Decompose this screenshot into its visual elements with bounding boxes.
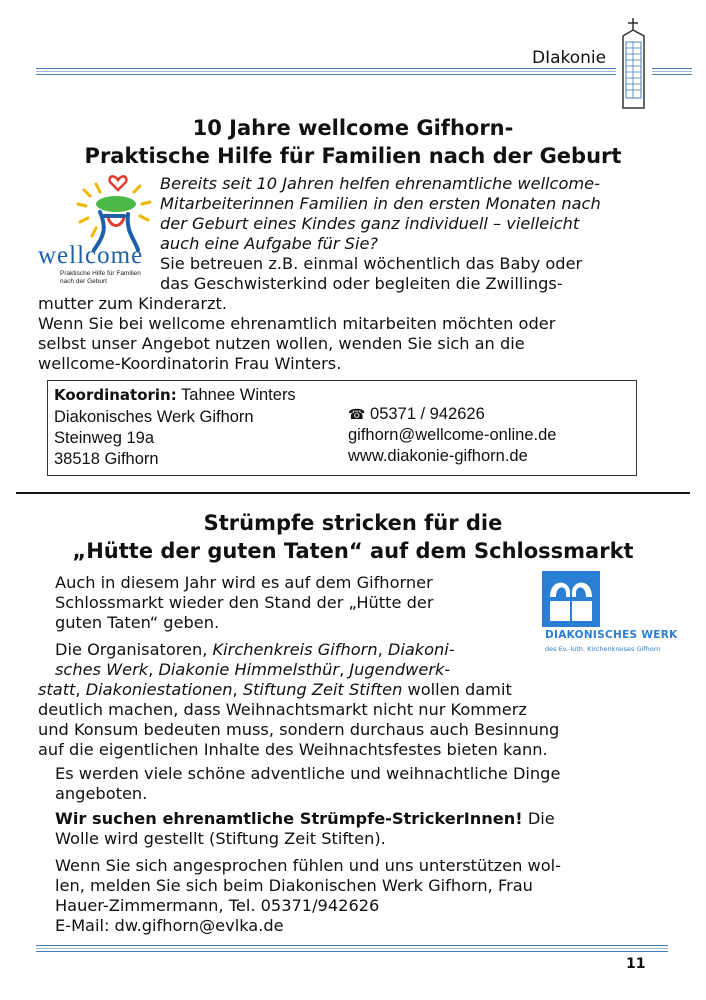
contact-phone: 05371 / 942626 — [370, 405, 485, 423]
contact-email[interactable]: gifhorn@wellcome-online.de — [348, 426, 557, 444]
text-run: Die Organisatoren, — [55, 640, 213, 659]
article2-para2-line3 — [38, 680, 695, 700]
contact-label-row — [54, 386, 296, 405]
contact-street: Steinweg 19a — [54, 429, 154, 447]
article2-para5-line: Hauer-Zimmermann, Tel. 05371/942626 — [55, 896, 380, 915]
header-rule-bottom — [36, 74, 616, 75]
article2-title-line2: „Hütte der guten Taten“ auf dem Schlossmarkt — [72, 539, 634, 563]
footer-rule-bottom — [36, 951, 668, 952]
text-run: , — [232, 680, 243, 699]
header-rule-right-bottom — [652, 74, 692, 75]
article2-para1-line: Auch in diesem Jahr wird es auf dem Gifhorner — [55, 573, 433, 592]
article2-para4-line1 — [55, 809, 695, 829]
article1-body-line: Wenn Sie bei wellcome ehrenamtlich mitarbeiten möchten oder — [38, 314, 556, 333]
contact-box — [47, 380, 637, 476]
article2-para3 — [55, 764, 695, 804]
article2-para5-line: Wenn Sie sich angesprochen fühlen und uns unterstützen wol- — [55, 856, 561, 875]
article1-body-wrap — [160, 254, 680, 294]
article2-para4-line2: Wolle wird gestellt (Stiftung Zeit Stiften). — [55, 829, 386, 848]
header-rule-top — [36, 68, 616, 69]
header-rule-right-mid — [652, 71, 692, 72]
footer-rule-top — [36, 945, 668, 946]
article2-para5-line: len, melden Sie sich beim Diakonischen Werk Gifhorn, Frau — [55, 876, 533, 895]
org-jugendwerkstatt: Jugendwerk- — [349, 660, 451, 679]
article2-para5-email[interactable]: E-Mail: dw.gifhorn@evlka.de — [55, 916, 284, 935]
contact-web[interactable]: www.diakonie-gifhorn.de — [348, 447, 528, 465]
article1-body — [38, 294, 688, 374]
section-divider — [16, 492, 690, 494]
footer-rule-mid — [36, 948, 668, 949]
contact-label: Koordinatorin: — [54, 386, 177, 404]
header-brand: DIakonie — [532, 48, 607, 68]
article1-title — [0, 114, 706, 170]
org-diakonisches-werk: Diakoni- — [387, 640, 455, 659]
text-run: wollen damit — [402, 680, 512, 699]
org-stiftung-zeit-stiften: Stiftung Zeit Stiften — [242, 680, 403, 699]
contact-name: Tahnee Winters — [181, 386, 296, 404]
article2-para1-line: guten Taten“ geben. — [55, 613, 220, 632]
article2-para3-line: Es werden viele schöne adventliche und weihnachtliche Dinge — [55, 764, 561, 783]
article1-body-line: Sie betreuen z.B. einmal wöchentlich das Baby oder — [160, 254, 583, 273]
header-rule-right-top — [652, 68, 692, 69]
article2-para2-line2 — [55, 660, 695, 680]
article2-para2-line1 — [55, 640, 695, 660]
text-run: , — [339, 660, 350, 679]
telephone-icon: ☎ — [348, 406, 366, 422]
org-jugendwerkstatt: statt — [38, 680, 76, 699]
org-diakoniestationen: Diakoniestationen — [85, 680, 233, 699]
header-rule-mid — [36, 71, 616, 72]
wellcome-logo-caption-line2: nach der Geburt — [60, 278, 107, 285]
text-run: , — [148, 660, 159, 679]
article1-title-line1: 10 Jahre wellcome Gifhorn- — [192, 116, 514, 140]
article1-body-line: mutter zum Kinderarzt. — [38, 294, 227, 313]
wellcome-logo-caption — [60, 270, 141, 286]
org-kirchenkreis: Kirchenkreis Gifhorn — [212, 640, 378, 659]
article1-intro — [160, 174, 680, 254]
diakonie-cross-icon — [542, 571, 600, 627]
article2-title-line1: Strümpfe stricken für die — [203, 511, 503, 535]
article1-body-line: wellcome-Koordinatorin Frau Winters. — [38, 354, 342, 373]
article1-intro-line: auch eine Aufgabe für Sie? — [160, 234, 378, 253]
diakonie-logo-line2: des Ev.-luth. Kirchenkreises Gifhorn — [545, 645, 661, 653]
article2-para2-line: deutlich machen, dass Weihnachtsmarkt nicht nur Kommerz — [38, 700, 527, 719]
org-diakonisches-werk: sches Werk — [55, 660, 149, 679]
contact-city: 38518 Gifhorn — [54, 450, 159, 468]
article1-intro-line: der Geburt eines Kindes ganz individuell – vielleicht — [160, 214, 580, 233]
contact-org: Diakonisches Werk Gifhorn — [54, 408, 254, 426]
article2-para2 — [38, 640, 695, 760]
church-tower-icon — [617, 18, 653, 110]
article2-para3-line: angeboten. — [55, 784, 148, 803]
article2-para5 — [55, 856, 695, 936]
article2-para1-line: Schlossmarkt wieder den Stand der „Hütte der — [55, 593, 434, 612]
article1-intro-line: Mitarbeiterinnen Familien in den ersten Monaten nach — [160, 194, 601, 213]
article2-para4 — [55, 809, 695, 849]
contact-phone-row — [348, 405, 485, 424]
text-run: , — [377, 640, 388, 659]
article1-body-line: das Geschwisterkind oder begleiten die Zwillings- — [160, 274, 563, 293]
article1-body-line: selbst unser Angebot nutzen wollen, wenden Sie sich an die — [38, 334, 525, 353]
text-run: Die — [522, 809, 555, 828]
page-number: 11 — [626, 956, 646, 972]
text-run: , — [75, 680, 86, 699]
article1-title-line2: Praktische Hilfe für Familien nach der Geburt — [84, 144, 622, 168]
org-diakonie-himmelsthuer: Diakonie Himmelsthür — [158, 660, 340, 679]
wellcome-logo-caption-line1: Praktische Hilfe für Familien — [60, 270, 141, 277]
article1-intro-line: Bereits seit 10 Jahren helfen ehrenamtliche wellcome- — [160, 174, 600, 193]
call-to-action: Wir suchen ehrenamtliche Strümpfe-StrickerInnen! — [55, 809, 523, 828]
diakonie-logo-line1: DIAKONISCHES WERK — [545, 629, 678, 641]
article2-para2-line: auf die eigentlichen Inhalte des Weihnachtsfestes bieten kann. — [38, 740, 548, 759]
article2-para2-line: und Konsum bedeuten muss, sondern durchaus auch Besinnung — [38, 720, 560, 739]
article2-para1 — [55, 573, 535, 633]
wellcome-logo-word: wellcome — [38, 242, 144, 269]
article2-title — [0, 509, 706, 565]
wellcome-logo — [38, 172, 154, 290]
